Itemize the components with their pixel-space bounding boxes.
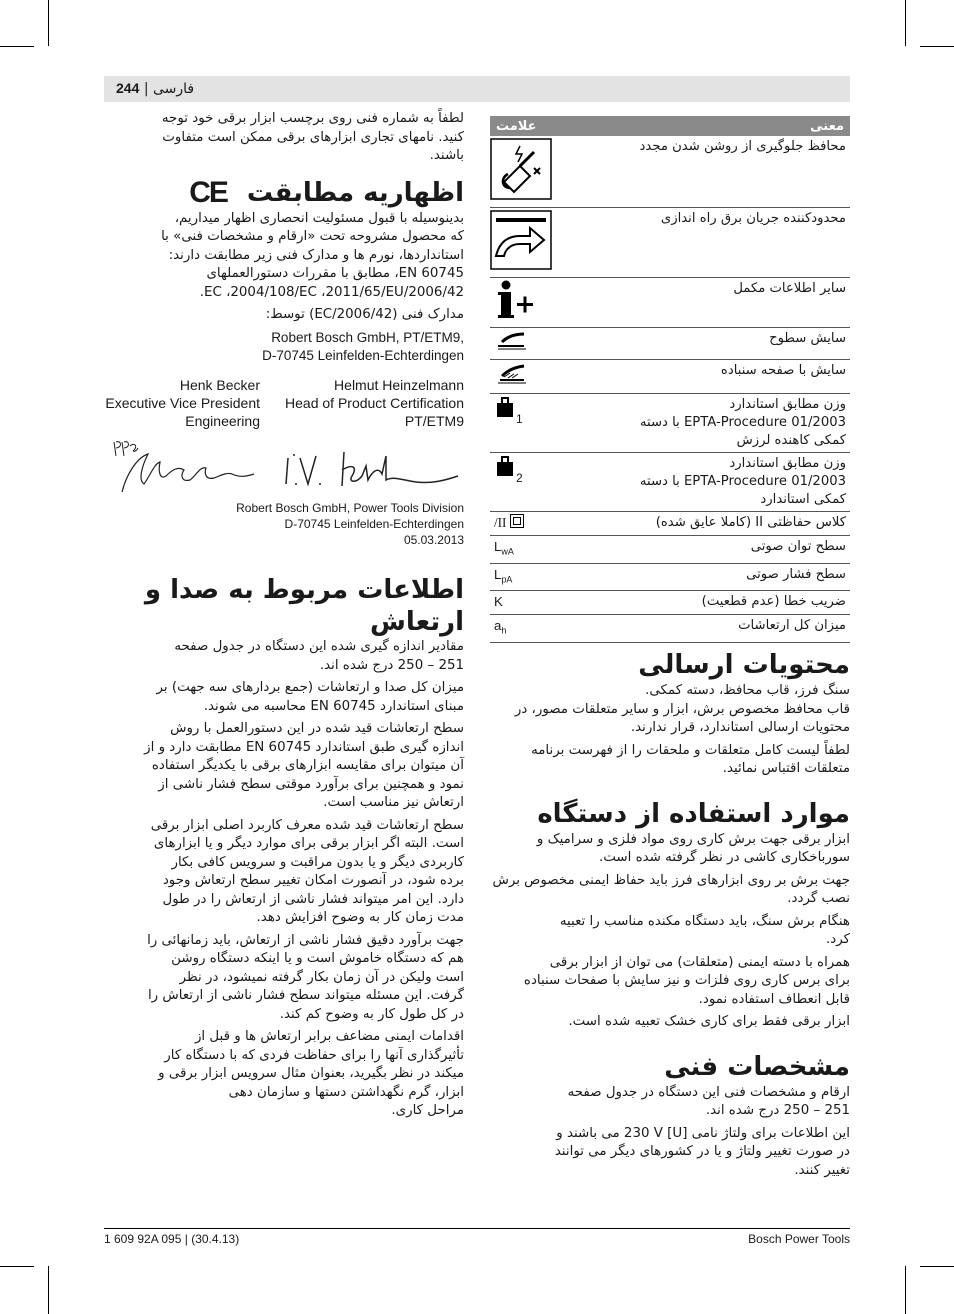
table-row	[490, 360, 850, 394]
noise-heading: اطلاعات مربوط به صدا و ارتعاش	[144, 575, 464, 637]
row-meaning: کلاس حفاظتی II (کاملا عایق شده)	[600, 512, 850, 536]
table-row	[490, 563, 850, 591]
company-address: Robert Bosch GmbH, PT/ETM9, D-70745 Leinfelden-Echterdingen	[262, 329, 464, 363]
footer-rule	[104, 1228, 850, 1229]
start-current-limiter-icon	[490, 210, 552, 270]
conformity-heading-row	[104, 176, 464, 210]
signer-right	[280, 376, 464, 430]
symbol-lwa: $L_{wA}$	[494, 539, 514, 557]
protection-class-label: /II	[494, 515, 507, 530]
delivery-paragraph: لطفاً لیست کامل متعلقات و ملحقات را از فهرست برنامه متعلقات اقتباس نمائید.	[531, 742, 850, 776]
row-meaning: سایش با صفحه سنباده	[600, 360, 850, 394]
noise-paragraph: میزان کل صدا و ارتعاشات (جمع بردارهای سه جهت) بر مبنای استاندارد EN 60745 محاسبه می شوند.	[156, 680, 464, 714]
row-meaning: سطح توان صوتی	[600, 536, 850, 564]
table-row	[490, 512, 850, 536]
row-meaning: میزان کل ارتعاشات	[600, 615, 850, 643]
row-meaning: سطح فشار صوتی	[600, 563, 850, 591]
right-column	[490, 648, 850, 1184]
row-meaning: سایر اطلاعات مکمل	[600, 278, 850, 328]
noise-paragraph: مقادیر اندازه گیری شده این دستگاه در جدول صفحه 251 – 250 درج شده اند.	[174, 639, 464, 673]
page-header-bar	[104, 76, 850, 102]
usage-paragraph: جهت برش بر روی ابزارهای فرز باید حفاظ ایمنی مخصوص برش نصب گردد.	[492, 872, 850, 906]
row-meaning: ضریب خطا (عدم قطعیت)	[600, 591, 850, 615]
delivery-paragraph: سنگ فرز، قاب محافظ، دسته کمکی. قاب محافظ مخصوص برش، ابزار و سایر متعلقات مصور، در محتویات ارسالی استاندارد، قرار ندارند.	[514, 683, 850, 735]
specs-paragraph: این اطلاعات برای ولتاژ نامی [U] 230 V می باشند و در صورت تغییر ولتاژ و یا در کشورهای دیگر می توانند تغییر کنند.	[554, 1125, 850, 1178]
table-row	[490, 536, 850, 564]
noise-paragraph: سطح ارتعاشات قید شده معرف کاربرد اصلی ابزار برقی است. البته اگر ابزار برقی برای موارد دیگر و یا ابزارهای کاربردی دیگر و یا بدون مراقبت و سرویس کافی بکار برده شود، در آنصورت امکان تغییر سطح ارتعاش وجود دارد. این امر میتواند فشار ناشی از ارتعاش را در طول مدت زمان کار به وضوح افزایش دهد.	[150, 817, 464, 925]
signer-name: Helmut Heinzelmann	[334, 377, 464, 393]
left-column	[104, 110, 464, 370]
table-row	[490, 278, 850, 328]
ce-mark: CE	[189, 175, 227, 209]
table-row	[490, 328, 850, 360]
crop-mark	[905, 1266, 906, 1314]
surface-grinding-icon	[494, 330, 530, 352]
symbol-ah: $a_h$	[494, 618, 507, 636]
usage-paragraph: هنگام برش سنگ، باید دستگاه مکنده مناسب را تعبیه کرد.	[559, 913, 850, 947]
usage-paragraph: ابزار برقی فقط برای کاری خشک تعبیه شده است.	[568, 1014, 850, 1029]
signer-name: Henk Becker	[179, 377, 260, 393]
restart-protection-icon	[490, 138, 552, 200]
row-meaning: محدودکننده جریان برق راه اندازی	[600, 208, 850, 278]
symbol-lpa: $L_{pA}$	[494, 566, 513, 585]
header-separator: |	[143, 81, 149, 97]
table-row	[490, 453, 850, 512]
symbol-k: K	[494, 594, 503, 610]
col-meaning-header: معنی	[600, 116, 850, 136]
signature-heinzelmann	[282, 446, 462, 492]
conformity-paragraph: مدارک فنی (2006/42/EC) توسط:	[265, 307, 464, 322]
weight-icon	[494, 396, 516, 418]
signer-title: Executive Vice President Engineering	[105, 395, 260, 429]
sanding-disc-icon	[494, 362, 530, 386]
weight-index: 2	[516, 471, 523, 485]
table-row	[490, 615, 850, 643]
table-row	[490, 591, 850, 615]
symbols-table	[490, 116, 850, 643]
division-address: Robert Bosch GmbH, Power Tools Division D-70745 Leinfelden-Echterdingen 05.03.2013	[236, 501, 464, 547]
usage-paragraph: ابزار برقی جهت برش کاری روی مواد فلزی و سرامیک و سورباخکاری کاشی در نظر گرفته شده است.	[536, 831, 850, 865]
noise-paragraph: جهت برآورد دقیق فشار ناشی از ارتعاش، باید زمانهائی را هم که دستگاه خاموش است و یا اینکه دستگاه روشن است ولیکن در آن زمان بکار گرفته نمیشود، در نظر گرفت. این مسئله میتواند سطح فشار ناشی از ارتعاش را در کل طول کار به وضوح کم کند.	[147, 932, 464, 1022]
noise-section	[104, 574, 464, 1125]
additional-info-icon	[494, 280, 538, 320]
page-number: 244	[116, 80, 140, 96]
signer-title: Head of Product Certification PT/ETM9	[285, 395, 464, 429]
footer-right: Bosch Power Tools	[748, 1232, 850, 1246]
header-language: فارسی	[152, 81, 195, 97]
intro-paragraph: لطفاً به شماره فنی روی برچسب ابزار برقی خود توجه کنید. نامهای تجاری ابزارهای برقی ممکن است متفاوت باشند.	[161, 111, 464, 163]
noise-paragraph: سطح ارتعاشات قید شده در این دستورالعمل با روش اندازه گیری طبق استاندارد EN 60745 مطابقت دارد و از آن میتوان برای مقایسه ابزارهای برقی با یکدیگر استفاده نمود و همچنین برای برآورد موقتی سطح فشار ناشی از ارتعاش نیز مناسب است.	[144, 721, 464, 810]
row-meaning: وزن مطابق استاندارد EPTA-Procedure 01/2003 با دسته کمکی استاندارد	[600, 453, 850, 512]
delivery-heading: محتویات ارسالی	[638, 650, 850, 680]
crop-mark	[48, 0, 49, 46]
specs-paragraph: ارقام و مشخصات فنی این دستگاه در جدول صفحه 251 – 250 درج شده اند.	[567, 1084, 850, 1118]
row-meaning: محافظ جلوگیری از روشن شدن مجدد	[600, 136, 850, 208]
specs-heading: مشخصات فنی	[664, 1051, 850, 1082]
usage-heading: موارد استفاده از دستگاه	[537, 798, 850, 829]
table-row	[490, 394, 850, 453]
signature-becker	[108, 436, 258, 496]
footer-left: 1 609 92A 095 | (30.4.13)	[104, 1232, 240, 1246]
table-row	[490, 136, 850, 208]
noise-paragraph: اقدامات ایمنی مضاعف برابر ارتعاش ها و قبل از تأثیرگذاری آنها را برای حفاظت فردی که با دستگاه کار میکند در نظر بگیرید، بعنوان مثال سرویس ابزار برقی و ابزار، گرم نگهداشتن دستها و سازمان دهی مراحل کاری.	[158, 1029, 464, 1118]
col-symbol-header: علامت	[490, 116, 600, 136]
usage-paragraph: همراه با دسته ایمنی (متعلقات) می توان از ابزار برقی برای برس کاری روی فلزات و نیز سایش با صفحات سنباده قابل انعطاف استفاده نمود.	[523, 954, 850, 1007]
crop-mark	[48, 1266, 49, 1314]
weight-icon	[494, 455, 516, 477]
conformity-heading: اظهاریه مطابقت	[246, 177, 464, 208]
signer-left	[104, 376, 260, 430]
crop-mark	[0, 46, 34, 47]
crop-mark	[920, 46, 954, 47]
protection-class-icon	[510, 514, 524, 528]
crop-mark	[0, 1266, 34, 1267]
crop-mark	[920, 1266, 954, 1267]
row-meaning: سایش سطوح	[600, 328, 850, 360]
weight-index: 1	[516, 412, 523, 426]
row-meaning: وزن مطابق استاندارد EPTA-Procedure 01/2003 با دسته کمکی کاهنده لرزش	[600, 394, 850, 453]
crop-mark	[905, 0, 906, 46]
table-row	[490, 208, 850, 278]
conformity-paragraph: بدینوسیله با قبول مسئولیت انحصاری اظهار میداریم، که محصول مشروحه تحت «ارقام و مشخصات فنی» با استانداردها، نورم ها و مدارک فنی زیر مطابقت دارند: EN 60745، مطابق با مقررات دستورالعملهای 2006/42/EC ،2004/108/EC ،2011/65/EU.	[161, 210, 464, 300]
page-header	[116, 80, 194, 97]
